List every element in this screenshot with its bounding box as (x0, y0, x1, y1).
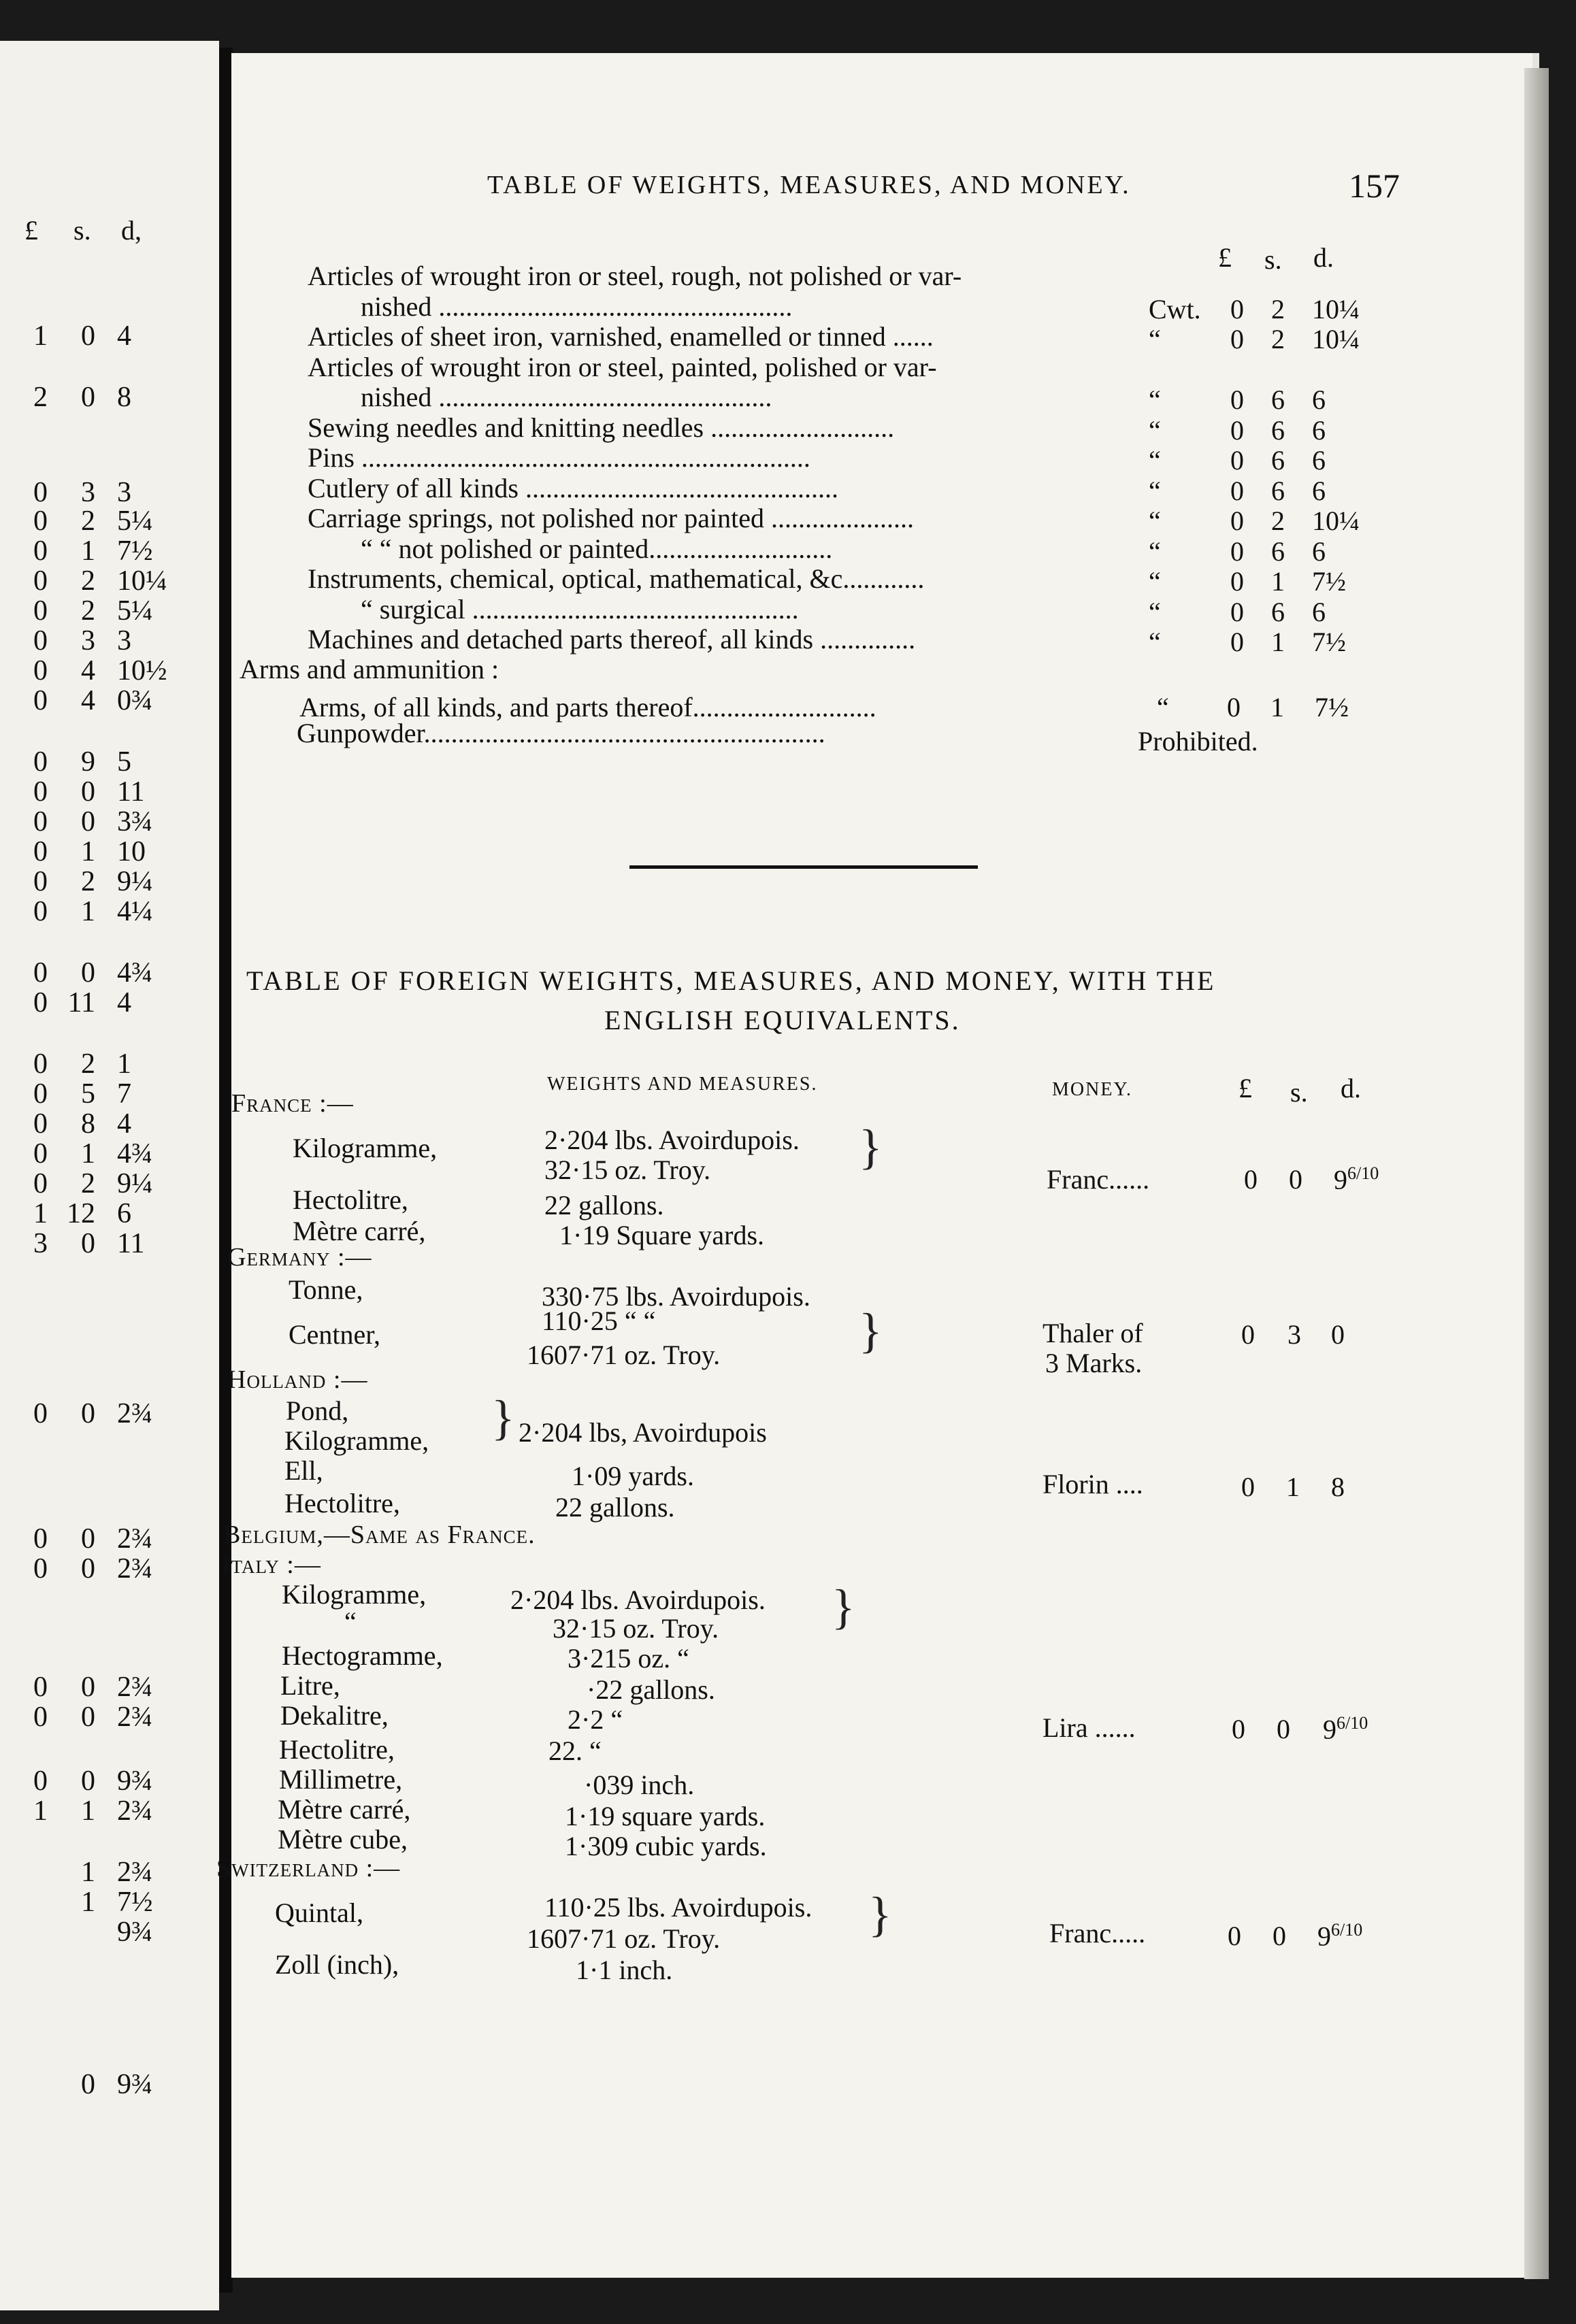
left-pounds: 0 (33, 1523, 48, 1555)
left-pounds: 0 (33, 595, 48, 627)
left-shillings: 1 (81, 1887, 95, 1918)
holland-pond: Pond, (286, 1395, 349, 1426)
left-pounds: 0 (33, 896, 48, 927)
country-germany: Germany :— (227, 1243, 372, 1272)
france-metre-carre: Mètre carré, (293, 1216, 426, 1246)
holland-ell-value: 1·09 yards. (572, 1461, 694, 1491)
duty-item-d: 10¼ (1312, 505, 1360, 536)
left-pence: 2¾ (117, 1553, 153, 1584)
country-belgium: Belgium,—Same as France. (223, 1521, 536, 1549)
france-kilogramme: Kilogramme, (293, 1133, 438, 1163)
italy-litre-value: ·22 gallons. (587, 1674, 715, 1705)
foreign-pounds-header: £ (1238, 1073, 1252, 1103)
duty-item-desc: Articles of wrought iron or steel, rough, not polished or var- (308, 261, 962, 291)
left-pence: 7½ (117, 535, 153, 567)
left-pounds: 0 (33, 535, 48, 567)
left-pounds: 0 (33, 746, 48, 778)
left-shillings: 12 (67, 1198, 95, 1229)
duty-item-l: 0 (1230, 324, 1244, 354)
italy-millimetre: Millimetre, (279, 1764, 403, 1795)
italy-kg-avoirdupois: 2·204 lbs. Avoirdupois. (510, 1584, 766, 1615)
italy-hectolitre: Hectolitre, (279, 1734, 395, 1765)
left-pounds: 0 (33, 957, 48, 989)
left-pounds: 0 (33, 776, 48, 808)
arms-shillings: 1 (1270, 692, 1284, 723)
left-pounds: 0 (33, 1398, 48, 1429)
holland-pence: 8 (1331, 1472, 1345, 1502)
left-pence: 4¾ (117, 1138, 153, 1169)
duty-item-desc: Articles of wrought iron or steel, painted, polished or var- (308, 352, 937, 382)
left-shillings: 1 (81, 1795, 95, 1827)
arms-unit: “ (1157, 692, 1169, 723)
left-pence: 2¾ (117, 1857, 153, 1888)
left-shillings: 0 (81, 1765, 95, 1797)
left-shillings: 2 (81, 1048, 95, 1080)
left-pence: 5¼ (117, 595, 153, 627)
france-pence: $9^{6/10}$ (1334, 1163, 1379, 1195)
duty-item-s: 1 (1271, 627, 1285, 657)
left-pence: 2¾ (117, 1523, 153, 1555)
duty-item-s: 1 (1271, 566, 1285, 597)
france-shillings: 0 (1289, 1164, 1302, 1195)
left-pounds: 0 (33, 505, 48, 537)
arms-pence: 7½ (1315, 692, 1349, 723)
left-pence: 2¾ (117, 1398, 153, 1429)
left-pence: 0¾ (117, 685, 153, 716)
left-shillings: 1 (81, 836, 95, 867)
duty-item-unit: “ (1149, 536, 1161, 567)
left-shillings: 1 (81, 1138, 95, 1169)
left-pence: 11 (117, 776, 145, 808)
left-shillings: 0 (81, 320, 95, 352)
germany-money-line2: 3 Marks. (1045, 1348, 1143, 1378)
germany-tonne: Tonne, (289, 1274, 363, 1305)
brace: } (491, 1391, 515, 1445)
arms-pounds: 0 (1227, 692, 1241, 723)
holland-hl-value: 22 gallons. (555, 1492, 675, 1523)
duty-pence-header: d. (1313, 242, 1334, 273)
left-pounds: 0 (33, 836, 48, 867)
left-shillings: 3 (81, 477, 95, 508)
left-shillings: 0 (81, 1553, 95, 1584)
duty-item-unit: “ (1149, 384, 1161, 415)
left-pence: 9¾ (117, 2069, 153, 2100)
duty-item-desc: nished .................................................... (361, 291, 793, 322)
left-pence: 4 (117, 320, 131, 352)
left-pence: 4 (117, 1108, 131, 1140)
left-pence: 5¼ (117, 505, 153, 537)
germany-pence: 0 (1331, 1319, 1345, 1350)
left-pence: 10 (117, 836, 146, 867)
switzerland-q-avoirdupois: 110·25 lbs. Avoirdupois. (544, 1892, 812, 1923)
left-pounds: 0 (33, 655, 48, 686)
italy-mcu-value: 1·309 cubic yards. (565, 1831, 767, 1861)
switzerland-pounds: 0 (1228, 1921, 1241, 1951)
duty-item-unit: “ (1149, 566, 1161, 597)
left-shillings: 2 (81, 866, 95, 897)
left-pounds: 0 (33, 685, 48, 716)
duty-item-s: 6 (1271, 536, 1285, 567)
italy-metre-cube: Mètre cube, (278, 1824, 408, 1855)
left-shillings: 0 (81, 1523, 95, 1555)
italy-dekalitre: Dekalitre, (280, 1700, 389, 1731)
duty-item-desc: Pins .................................................................. (308, 442, 810, 473)
left-shillings: 0 (81, 1228, 95, 1259)
left-pence: 10¼ (117, 565, 167, 597)
left-shillings: 9 (81, 746, 95, 778)
left-pence: 2¾ (117, 1795, 153, 1827)
left-shillings: 1 (81, 1857, 95, 1888)
left-shillings: 8 (81, 1108, 95, 1140)
brace: } (868, 1887, 892, 1942)
italy-ditto: “ (344, 1606, 357, 1637)
arms-heading: Arms and ammunition : (240, 654, 499, 684)
duty-item-d: 7½ (1312, 627, 1346, 657)
duty-item-d: 6 (1312, 536, 1326, 567)
left-pence: 6 (117, 1198, 131, 1229)
country-france: France :— (231, 1089, 354, 1118)
left-pounds-header: £ (24, 215, 38, 246)
italy-metre-carre: Mètre carré, (278, 1794, 411, 1825)
france-pounds: 0 (1244, 1164, 1258, 1195)
left-shillings: 2 (81, 1168, 95, 1199)
duty-item-s: 6 (1271, 476, 1285, 506)
duty-item-d: 6 (1312, 445, 1326, 476)
italy-hg-value: 3·215 oz. “ (568, 1643, 689, 1674)
holland-hectolitre: Hectolitre, (284, 1488, 400, 1518)
duty-item-d: 10¼ (1312, 294, 1360, 325)
holland-pond-value: 2·204 lbs, Avoirdupois (519, 1417, 767, 1448)
duty-item-s: 2 (1271, 505, 1285, 536)
left-shillings: 0 (81, 382, 95, 413)
left-pounds: 0 (33, 1108, 48, 1140)
left-shillings: 3 (81, 625, 95, 657)
left-shillings: 11 (67, 987, 95, 1018)
germany-centner-avoirdupois: 110·25 “ “ (542, 1306, 656, 1336)
left-pounds: 0 (33, 806, 48, 837)
country-switzerland: Switzerland :— (216, 1854, 401, 1882)
france-kg-troy: 32·15 oz. Troy. (544, 1155, 711, 1185)
foreign-pence-header: d. (1341, 1073, 1361, 1103)
duty-item-l: 0 (1230, 566, 1244, 597)
italy-mm-value: ·039 inch. (584, 1770, 695, 1800)
germany-centner: Centner, (289, 1319, 381, 1350)
left-shillings: 0 (81, 806, 95, 837)
duty-item-unit: “ (1149, 505, 1161, 536)
left-pence: 1 (117, 1048, 131, 1080)
left-pounds: 0 (33, 1168, 48, 1199)
brace: } (859, 1120, 883, 1174)
left-shillings-header: s. (73, 215, 91, 246)
country-italy: Italy :— (222, 1550, 321, 1579)
left-pounds: 0 (33, 987, 48, 1018)
duty-item-l: 0 (1230, 415, 1244, 446)
left-pounds: 1 (33, 320, 48, 352)
left-pence: 8 (117, 382, 131, 413)
germany-shillings: 3 (1287, 1319, 1301, 1350)
italy-money: Lira ...... (1043, 1712, 1136, 1743)
holland-shillings: 1 (1286, 1472, 1300, 1502)
foreign-shillings-header: s. (1290, 1077, 1308, 1108)
left-pounds: 0 (33, 1078, 48, 1110)
italy-kilogramme: Kilogramme, (282, 1579, 427, 1610)
duty-item-unit: “ (1149, 597, 1161, 627)
left-pence: 5 (117, 746, 131, 778)
duty-item-unit: “ (1149, 324, 1161, 354)
switzerland-pence: $9^{6/10}$ (1317, 1920, 1363, 1952)
left-pounds: 1 (33, 1795, 48, 1827)
gunpowder-desc: Gunpowder........................................................... (297, 718, 825, 748)
left-pounds: 0 (33, 1765, 48, 1797)
left-pence: 9¼ (117, 866, 153, 897)
italy-hl-value: 22. “ (548, 1736, 602, 1766)
left-pence: 10½ (117, 655, 167, 686)
duty-shillings-header: s. (1264, 244, 1282, 275)
france-hectolitre: Hectolitre, (293, 1184, 408, 1215)
duty-item-desc: Sewing needles and knitting needles ........................... (308, 412, 895, 443)
duty-item-s: 6 (1271, 384, 1285, 415)
duty-item-desc: “ “ not polished or painted........................... (361, 533, 833, 564)
france-mc-value: 1·19 Square yards. (559, 1220, 765, 1250)
left-pence: 7 (117, 1078, 131, 1110)
duty-item-desc: Instruments, chemical, optical, mathematical, &c............ (308, 563, 925, 594)
left-pence: 2¾ (117, 1702, 153, 1733)
left-shillings: 4 (81, 655, 95, 686)
left-shillings: 0 (81, 1702, 95, 1733)
duty-item-s: 2 (1271, 324, 1285, 354)
duty-item-desc: Articles of sheet iron, varnished, enamelled or tinned ...... (308, 321, 934, 352)
holland-ell: Ell, (284, 1455, 323, 1486)
france-hl-value: 22 gallons. (544, 1190, 664, 1221)
holland-kilogramme: Kilogramme, (284, 1425, 429, 1456)
duty-item-d: 6 (1312, 415, 1326, 446)
left-pounds: 0 (33, 477, 48, 508)
left-shillings: 0 (81, 957, 95, 989)
left-shillings: 2 (81, 505, 95, 537)
left-pounds: 3 (33, 1228, 48, 1259)
left-pence: 3 (117, 625, 131, 657)
left-pence-header: d, (121, 215, 142, 246)
italy-shillings: 0 (1277, 1714, 1290, 1744)
duty-item-unit: “ (1149, 415, 1161, 446)
duty-item-l: 0 (1230, 384, 1244, 415)
left-pounds: 1 (33, 1198, 48, 1229)
duty-item-l: 0 (1230, 476, 1244, 506)
brace: } (832, 1580, 855, 1634)
left-shillings: 0 (81, 1398, 95, 1429)
page-edge (1524, 68, 1549, 2279)
duty-item-desc: Cutlery of all kinds .............................................. (308, 473, 838, 503)
country-holland: Holland :— (227, 1365, 368, 1394)
left-pounds: 0 (33, 1048, 48, 1080)
left-shillings: 1 (81, 896, 95, 927)
italy-hectogramme: Hectogramme, (282, 1640, 443, 1671)
book-gutter (219, 48, 233, 2293)
germany-centner-troy: 1607·71 oz. Troy. (527, 1340, 721, 1370)
duty-item-unit: “ (1149, 476, 1161, 506)
duty-item-s: 6 (1271, 597, 1285, 627)
duty-item-d: 7½ (1312, 566, 1346, 597)
duty-item-unit: “ (1149, 445, 1161, 476)
holland-money: Florin .... (1043, 1469, 1143, 1499)
italy-mc-value: 1·19 square yards. (565, 1801, 766, 1831)
duty-item-l: 0 (1230, 536, 1244, 567)
foreign-title-line1: TABLE OF FOREIGN WEIGHTS, MEASURES, AND MONEY, WITH THE (246, 965, 1216, 996)
switzerland-quintal: Quintal, (275, 1897, 363, 1928)
duty-item-desc: “ surgical ................................................ (361, 594, 799, 625)
left-shillings: 0 (81, 2069, 95, 2100)
italy-litre: Litre, (280, 1670, 340, 1701)
arms-desc: Arms, of all kinds, and parts thereof........................... (299, 692, 876, 723)
gunpowder-value: Prohibited. (1138, 726, 1258, 757)
duty-item-desc: Carriage springs, not polished nor painted ..................... (308, 503, 914, 533)
left-pounds: 0 (33, 1672, 48, 1703)
page-number: 157 (1349, 167, 1400, 205)
left-pence: 9¾ (117, 1765, 153, 1797)
left-shillings: 5 (81, 1078, 95, 1110)
duty-item-l: 0 (1230, 294, 1244, 325)
duty-item-l: 0 (1230, 597, 1244, 627)
left-shillings: 1 (81, 535, 95, 567)
duty-item-l: 0 (1230, 627, 1244, 657)
france-kg-avoirdupois: 2·204 lbs. Avoirdupois. (544, 1125, 800, 1155)
left-shillings: 0 (81, 776, 95, 808)
germany-money-line1: Thaler of (1043, 1318, 1143, 1348)
left-pence: 3¾ (117, 806, 153, 837)
section-rule (629, 865, 978, 869)
left-pence: 4 (117, 987, 131, 1018)
duty-pounds-header: £ (1218, 242, 1232, 273)
duty-item-unit: “ (1149, 627, 1161, 657)
left-pence: 3 (117, 477, 131, 508)
switzerland-zoll-value: 1·1 inch. (576, 1955, 673, 1985)
money-column-header: MONEY. (1052, 1079, 1133, 1100)
left-shillings: 4 (81, 685, 95, 716)
switzerland-money: Franc..... (1049, 1918, 1146, 1948)
switzerland-q-troy: 1607·71 oz. Troy. (527, 1923, 721, 1954)
left-pence: 11 (117, 1228, 145, 1259)
left-pounds: 0 (33, 866, 48, 897)
duty-item-desc: nished ................................................. (361, 382, 772, 412)
left-pounds: 0 (33, 625, 48, 657)
duty-item-l: 0 (1230, 505, 1244, 536)
left-pounds: 0 (33, 1138, 48, 1169)
left-pence: 9¾ (117, 1916, 153, 1948)
duty-item-d: 6 (1312, 384, 1326, 415)
duty-item-s: 6 (1271, 415, 1285, 446)
germany-tonne-value: 330·75 lbs. Avoirdupois. (542, 1281, 810, 1312)
italy-pounds: 0 (1232, 1714, 1245, 1744)
left-pounds: 0 (33, 565, 48, 597)
brace: } (859, 1304, 883, 1358)
holland-pounds: 0 (1241, 1472, 1255, 1502)
duty-item-desc: Machines and detached parts thereof, all kinds .............. (308, 624, 916, 654)
switzerland-zoll: Zoll (inch), (275, 1949, 399, 1980)
left-shillings: 2 (81, 595, 95, 627)
left-pounds: 0 (33, 1702, 48, 1733)
left-pence: 4¼ (117, 896, 153, 927)
duty-item-s: 6 (1271, 445, 1285, 476)
left-pence: 9¼ (117, 1168, 153, 1199)
duty-item-d: 6 (1312, 597, 1326, 627)
left-pence: 2¾ (117, 1672, 153, 1703)
duty-item-l: 0 (1230, 445, 1244, 476)
foreign-title-line2: ENGLISH EQUIVALENTS. (604, 1005, 961, 1035)
italy-dk-value: 2·2 “ (568, 1704, 623, 1735)
duty-item-s: 2 (1271, 294, 1285, 325)
italy-kg-troy: 32·15 oz. Troy. (553, 1613, 719, 1644)
duty-item-d: 6 (1312, 476, 1326, 506)
weights-column-header: WEIGHTS AND MEASURES. (547, 1074, 818, 1095)
left-shillings: 0 (81, 1672, 95, 1703)
running-title: TABLE OF WEIGHTS, MEASURES, AND MONEY. (487, 171, 1131, 199)
duty-item-unit: Cwt. (1149, 294, 1201, 325)
left-shillings: 2 (81, 565, 95, 597)
italy-pence: $9^{6/10}$ (1323, 1713, 1368, 1745)
duty-item-d: 10¼ (1312, 324, 1360, 354)
france-money: Franc...... (1047, 1164, 1150, 1195)
switzerland-shillings: 0 (1273, 1921, 1286, 1951)
left-pence: 7½ (117, 1887, 153, 1918)
left-pounds: 0 (33, 1553, 48, 1584)
left-pounds: 2 (33, 382, 48, 413)
left-pence: 4¾ (117, 957, 153, 989)
germany-pounds: 0 (1241, 1319, 1255, 1350)
